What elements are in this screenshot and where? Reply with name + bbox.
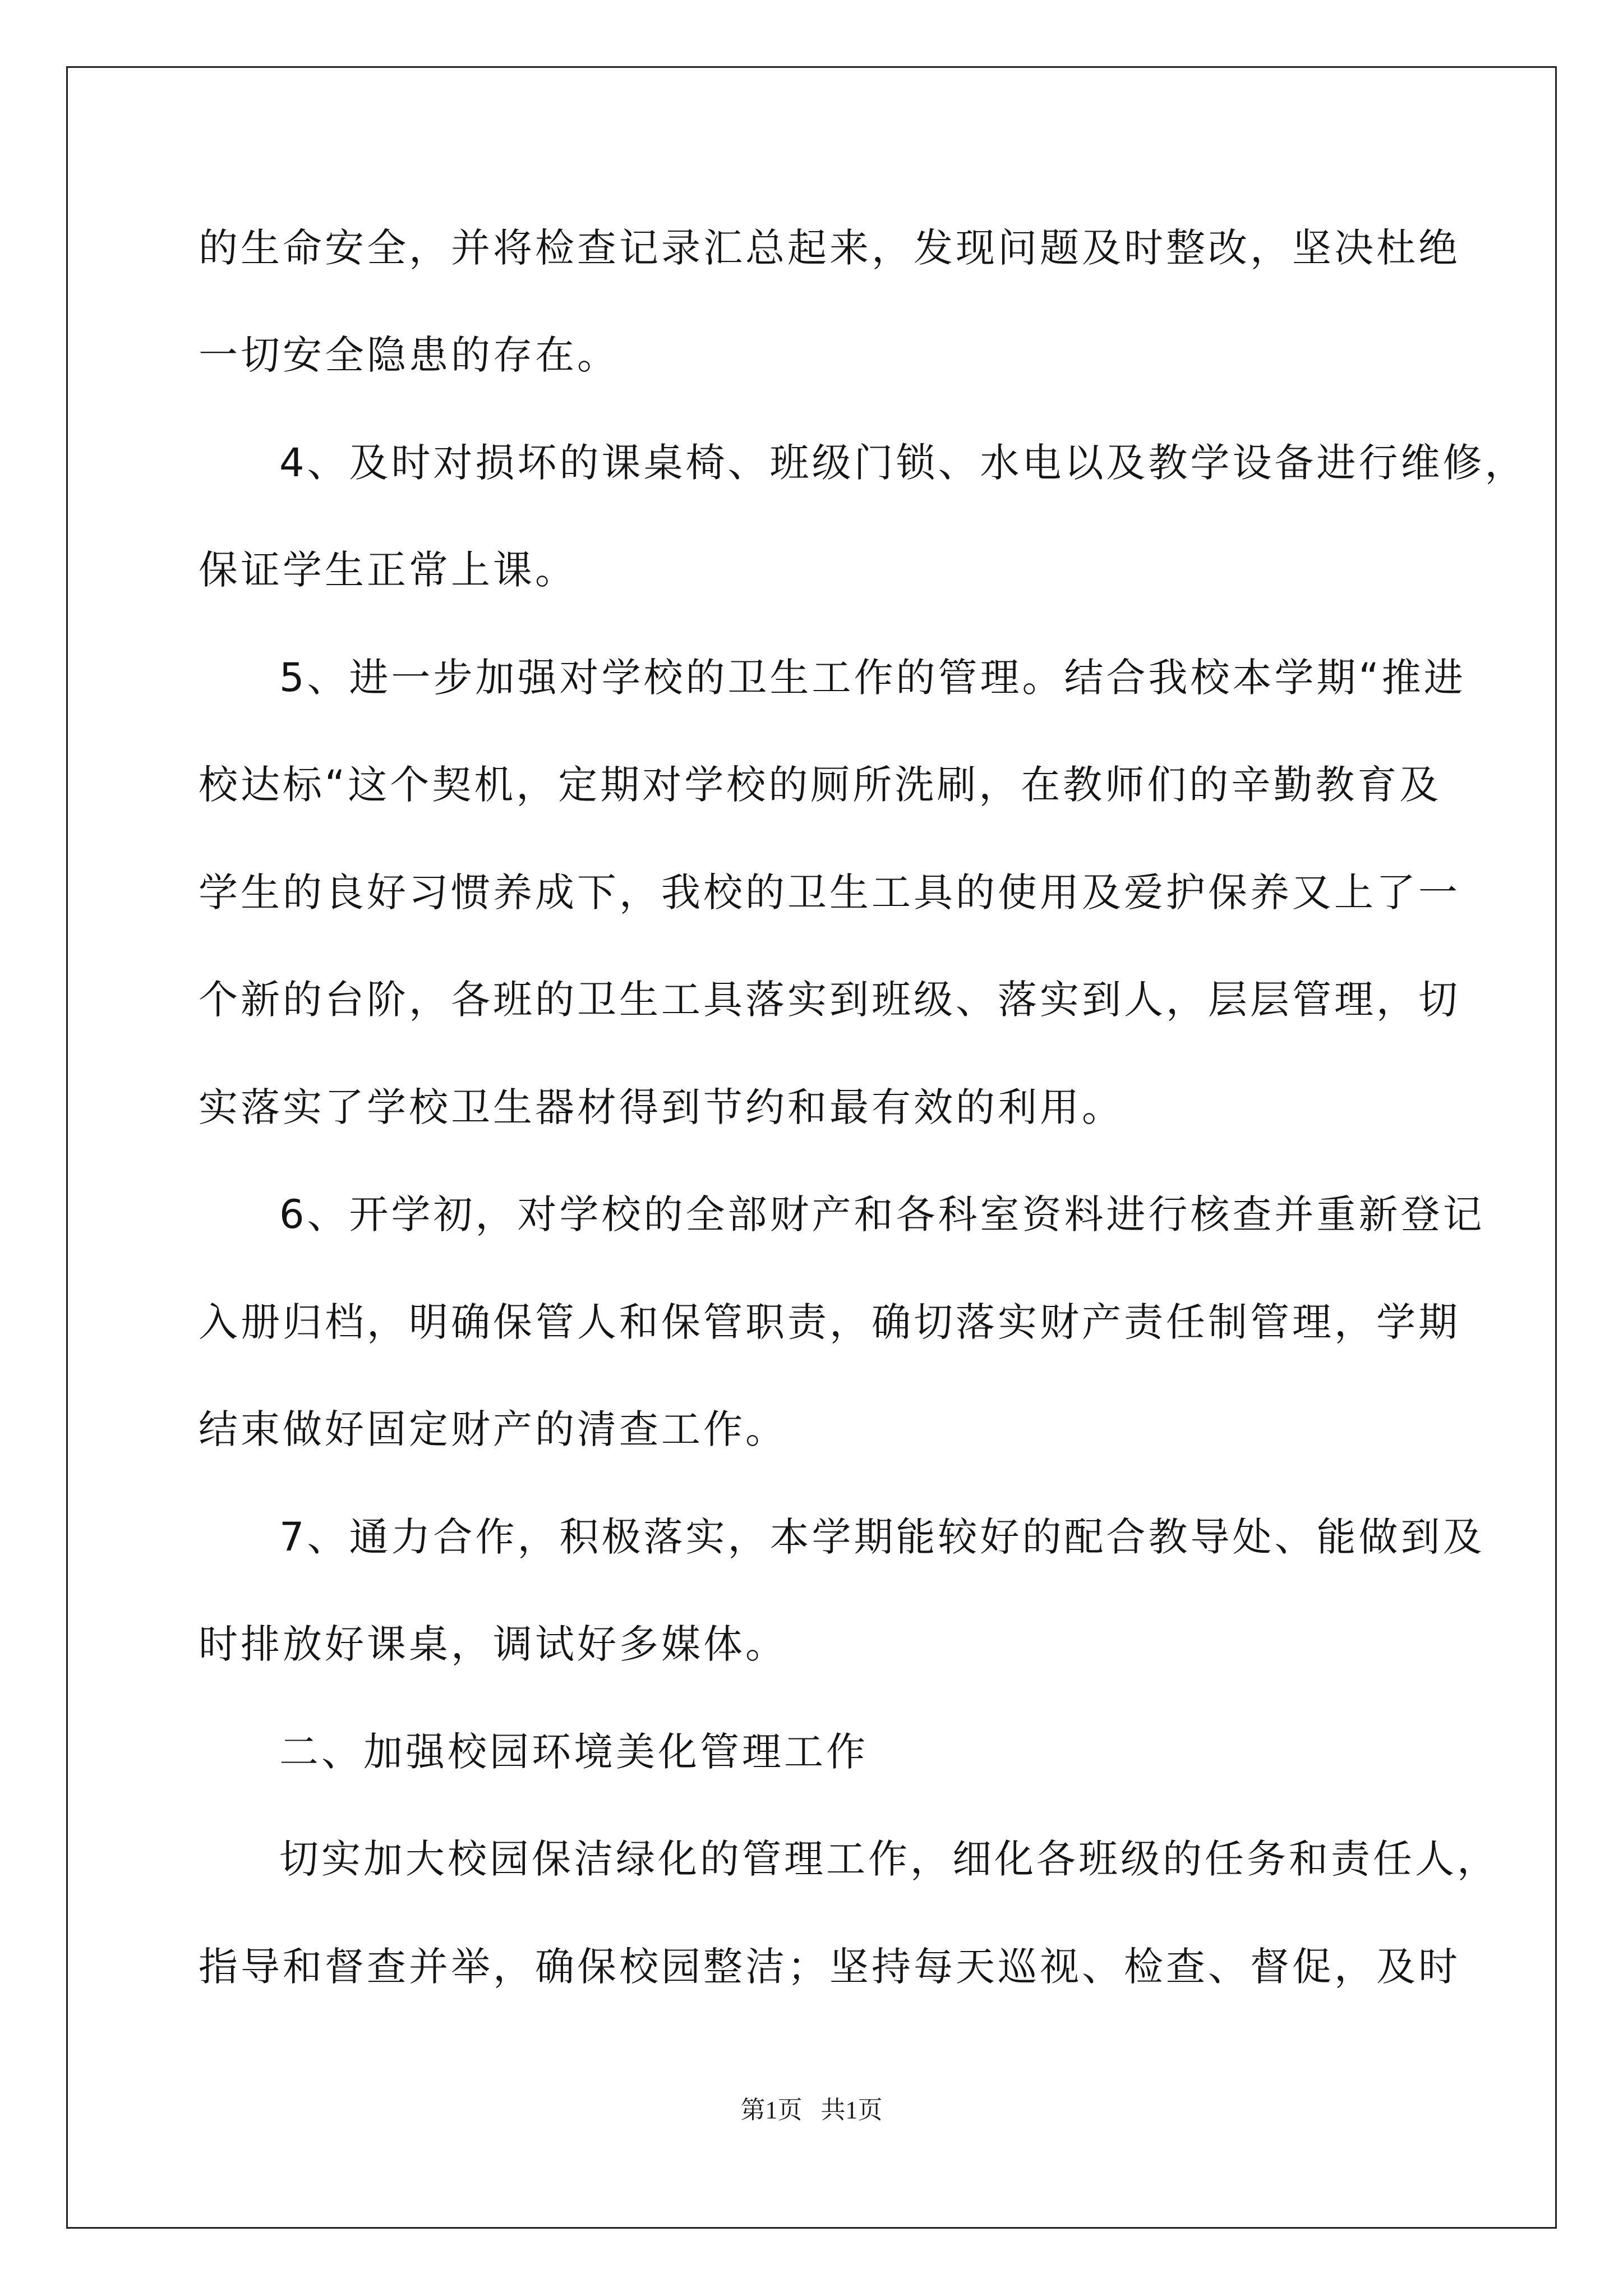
text-line: 入册归档，明确保管人和保管职责，确切落实财产责任制管理，学期 xyxy=(199,1299,1460,1345)
text-line: 结束做好固定财产的清查工作。 xyxy=(199,1406,787,1452)
text-line: 校达标“这个契机，定期对学校的厕所洗刷，在教师们的辛勤教育及 xyxy=(199,762,1442,808)
page-number-footer: 第1页 共1页 xyxy=(740,2096,883,2124)
text-line: 7、通力合作，积极落实，本学期能较好的配合教导处、能做到及 xyxy=(279,1514,1485,1560)
text-line: 个新的台阶，各班的卫生工具落实到班级、落实到人，层层管理，切 xyxy=(199,977,1460,1023)
text-line: 保证学生正常上课。 xyxy=(199,547,577,593)
text-line: 4、及时对损坏的课桌椅、班级门锁、水电以及教学设备进行维修， xyxy=(279,440,1527,486)
text-line: 实落实了学校卫生器材得到节约和最有效的利用。 xyxy=(199,1084,1124,1130)
text-line: 指导和督查并举，确保校园整洁；坚持每天巡视、检查、督促，及时 xyxy=(199,1944,1460,1990)
text-line: 学生的良好习惯养成下，我校的卫生工具的使用及爱护保养又上了一 xyxy=(199,869,1460,915)
text-line: 6、开学初，对学校的全部财产和各科室资料进行核查并重新登记 xyxy=(279,1191,1485,1237)
text-line: 的生命安全，并将检查记录汇总起来，发现问题及时整改，坚决杜绝 xyxy=(199,225,1460,271)
text-line: 5、进一步加强对学校的卫生工作的管理。结合我校本学期“推进 xyxy=(279,655,1466,701)
section-heading: 二、加强校园环境美化管理工作 xyxy=(279,1729,868,1775)
text-line: 时排放好课桌，调试好多媒体。 xyxy=(199,1621,787,1667)
text-line: 一切安全隐患的存在。 xyxy=(199,332,619,378)
page-frame xyxy=(66,66,1557,2229)
text-line: 切实加大校园保洁绿化的管理工作，细化各班级的任务和责任人， xyxy=(279,1836,1499,1882)
